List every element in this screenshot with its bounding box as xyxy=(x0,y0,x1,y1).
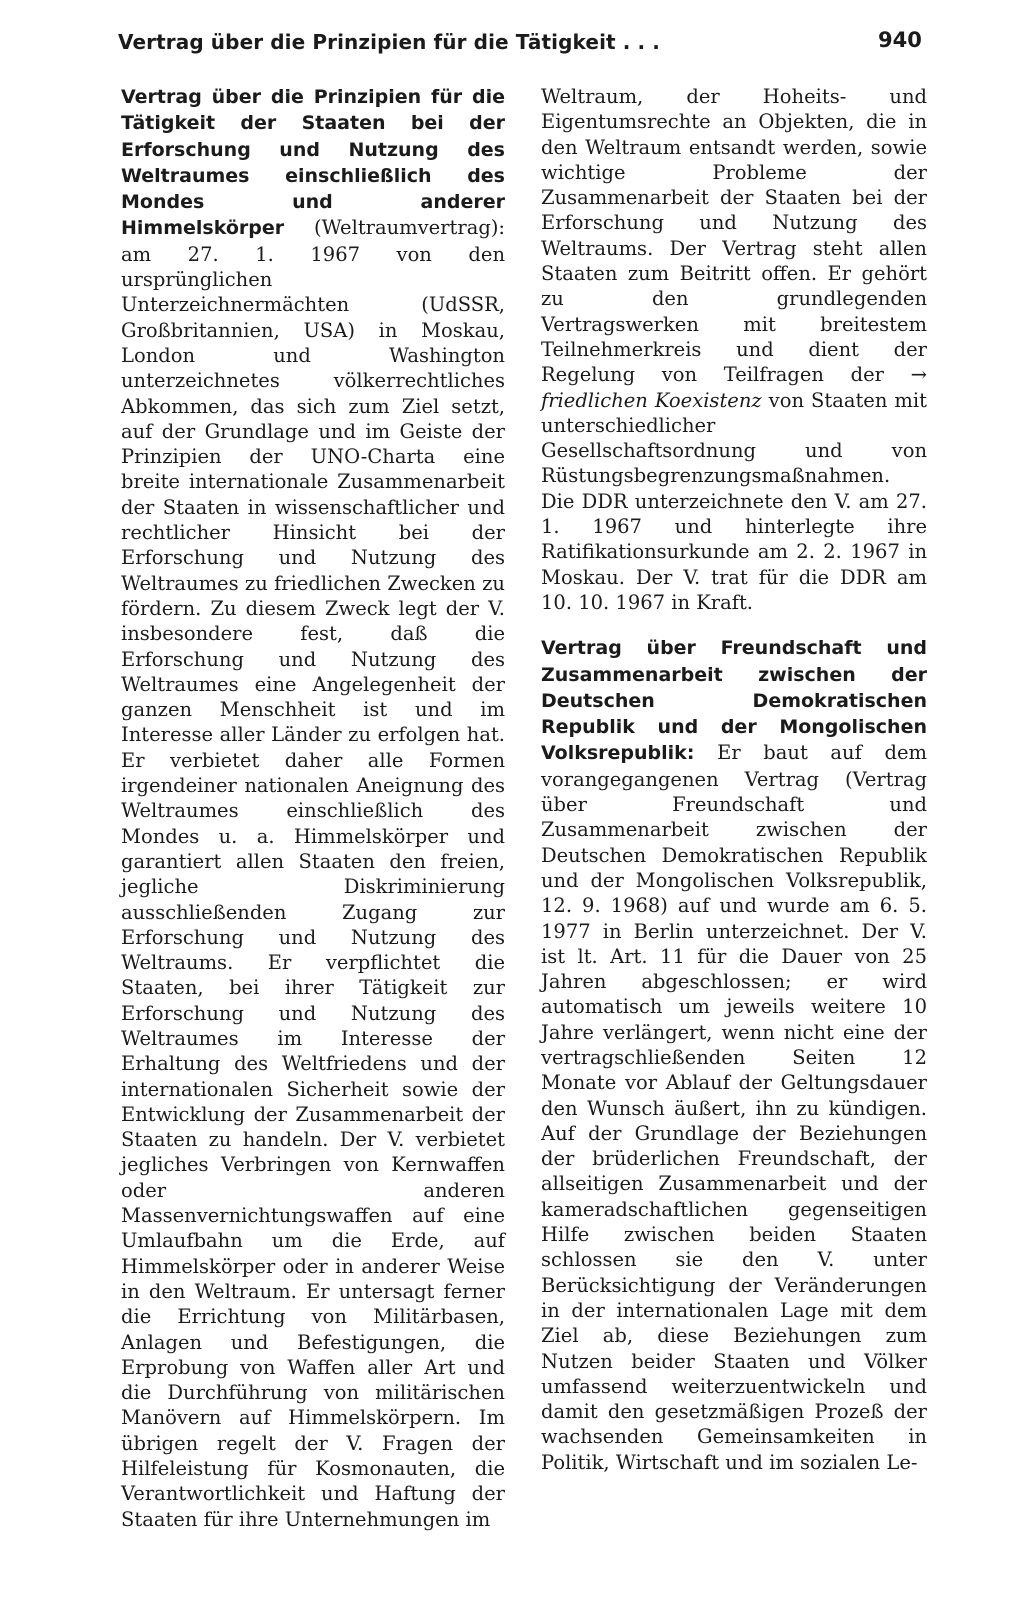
page-number: 940 xyxy=(878,28,922,52)
entry-weltraumvertrag-continued xyxy=(541,84,927,615)
left-column xyxy=(121,84,505,1532)
entry-headword: Vertrag über die Prinzipien für die Tätigkeit der Staaten bei der Erforschung und Nutzung des Weltraumes einschließlich des Mondes und anderer Himmelskörper xyxy=(121,86,505,240)
entry-weltraumvertrag xyxy=(121,84,505,1532)
right-column xyxy=(541,84,927,1475)
entry-body-continued: Weltraum, der Hoheits- und Eigentumsrechte an Objekten, die in den Weltraum entsandt werden, sowie wichtige Probleme der Zusammenarbeit der Staaten bei der Erforschung und Nutzung des Weltraums. Der Vertrag steht allen Staaten zum Beitritt offen. Er gehört zu den grundlegenden Vertragswerken mit breitestem Teilnehmerkreis und dient der Regelung von Teilfragen der → xyxy=(541,85,927,387)
entry-body: (Weltraumvertrag): am 27. 1. 1967 von den ursprünglichen Unterzeichnermächten (UdSSR, Großbritannien, USA) in Moskau, London und Washington unterzeichnetes völkerrechtliches Abkommen, das sich zum Ziel setzt, auf der Grundlage und im Geiste der Prinzipien der UNO-Charta eine breite internationale Zusammenarbeit der Staaten in wissenschaftlicher und rechtlicher Hinsicht bei der Erforschung und Nutzung des Weltraumes zu friedlichen Zwecken zu fördern. Zu diesem Zweck legt der V. insbesondere fest, daß die Erforschung und Nutzung des Weltraumes eine Angelegenheit der ganzen Menschheit ist und im Interesse aller Länder zu erfolgen hat. Er verbietet daher alle Formen irgendeiner nationalen Aneignung des Weltraumes einschließlich des Mondes u. a. Himmelskörper und garantiert allen Staaten den freien, jegliche Diskriminierung ausschließenden Zugang zur Erforschung und Nutzung des Weltraums. Er verpflichtet die Staaten, bei ihrer Tätigkeit zur Erforschung und Nutzung des Weltraumes im Interesse der Erhaltung des Weltfriedens und der internationalen Sicherheit sowie der Entwicklung der Zusammenarbeit der Staaten zu handeln. Der V. verbietet jegliches Verbringen von Kernwaffen oder anderen Massenvernichtungswaffen auf eine Umlaufbahn um die Erde, auf Himmelskörper oder in anderer Weise in den Weltraum. Er untersagt ferner die Errichtung von Militärbasen, Anlagen und Befestigungen, die Erprobung von Waffen aller Art und die Durchführung von militärischen Manövern auf Himmelskörpern. Im übrigen regelt der V. Fragen der Hilfeleistung für Kosmonauten, die Verantwortlichkeit und Haftung der Staaten für ihre Unternehmungen im xyxy=(121,216,505,1531)
cross-reference-link[interactable]: friedlichen Koexistenz xyxy=(541,388,762,412)
running-title: Vertrag über die Prinzipien für die Tätigkeit . . . xyxy=(118,30,660,54)
entry-headword: Vertrag über Freundschaft und Zusammenarbeit zwischen der Deutschen Demokratischen Republik und der Mongolischen Volksrepublik: xyxy=(541,637,927,765)
entry-mongolei-vertrag xyxy=(541,635,927,1475)
entry-body: Er baut auf dem vorangegangenen Vertrag (Vertrag über Freundschaft und Zusammenarbeit zwischen der Deutschen Demokratischen Republik und der Mongolischen Volksrepublik, 12. 9. 1968) auf und wurde am 6. 5. 1977 in Berlin unterzeichnet. Der V. ist lt. Art. 11 für die Dauer von 25 Jahren abgeschlossen; er wird automatisch um jeweils weitere 10 Jahre verlängert, wenn nicht eine der vertragschließenden Seiten 12 Monate vor Ablauf der Geltungsdauer den Wunsch äußert, ihn zu kündigen. Auf der Grundlage der Beziehungen der brüderlichen Freundschaft, der allseitigen Zusammenarbeit und der kameradschaftlichen gegenseitigen Hilfe zwischen beiden Staaten schlossen sie den V. unter Berücksichtigung der Veränderungen in der internationalen Lage mit dem Ziel ab, diese Beziehungen zum Nutzen beider Staaten und Völker umfassend weiterzuentwickeln und damit den gesetzmäßigen Prozeß der wachsenden Gemeinsamkeiten in Politik, Wirtschaft und im sozialen Le- xyxy=(541,741,927,1474)
entry-body-end: von Staaten mit unterschiedlicher Gesellschaftsordnung und von Rüstungsbegrenzungsmaßnahmen. Die DDR unterzeichnete den V. am 27. 1. 1967 und hinterlegte ihre Ratifikationsurkunde am 2. 2. 1967 in Moskau. Der V. trat für die DDR am 10. 10. 1967 in Kraft. xyxy=(541,388,927,614)
